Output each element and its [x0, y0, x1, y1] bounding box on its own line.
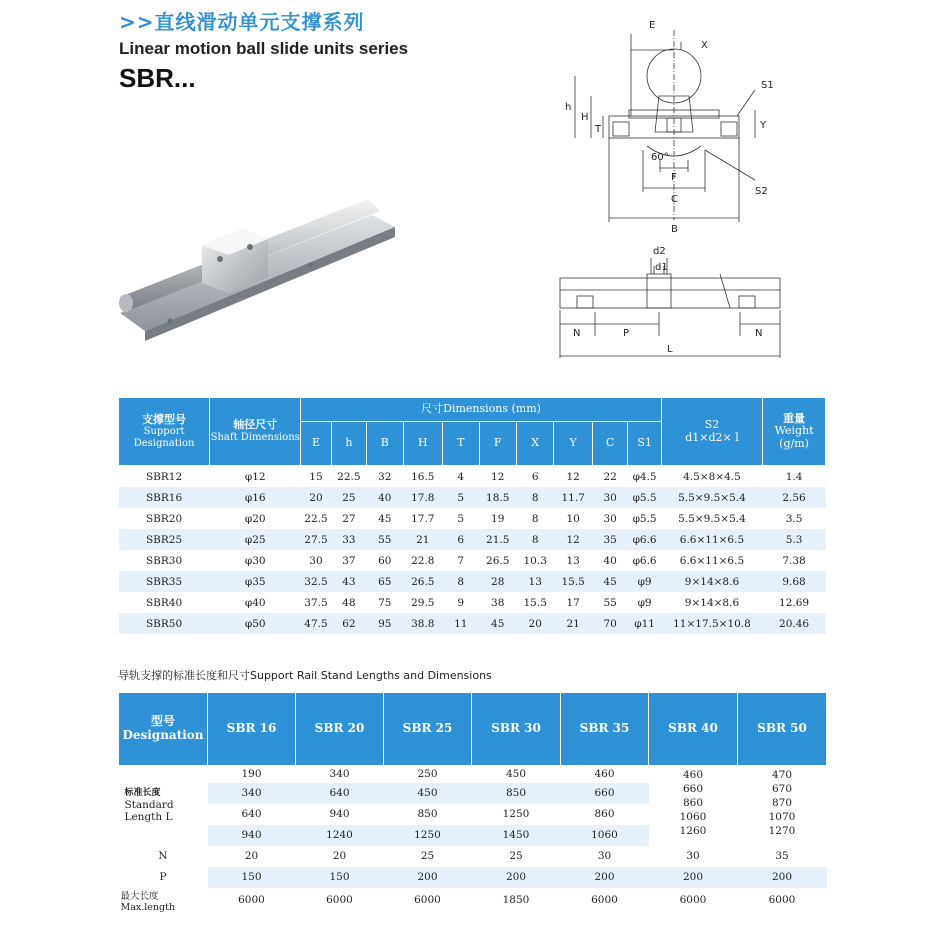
length-stack-sbr50: 470 670 870 1070 1270	[768, 769, 796, 837]
label-n-left: N	[573, 328, 581, 339]
table-cell: 5	[457, 512, 465, 525]
table-cell: 95	[367, 613, 403, 634]
table-cell: 47.5	[301, 613, 331, 634]
table-cell: 20	[244, 850, 259, 862]
header-sbr-30: SBR 30	[472, 693, 561, 766]
table-cell: 6.6×11×6.5	[679, 554, 745, 567]
label-c: C	[671, 194, 678, 205]
label-d1: d1	[655, 262, 668, 273]
table-cell: 6000	[768, 894, 796, 906]
p-row-label: P	[159, 871, 167, 883]
table-cell: 860	[594, 808, 615, 820]
table-cell: 38.8	[403, 613, 443, 634]
label-h: h	[565, 102, 572, 113]
table-cell: 190	[241, 768, 262, 781]
header-dimensions: 尺寸Dimensions (mm)	[301, 398, 662, 422]
table-cell: φ11	[628, 613, 661, 634]
table-cell: 850	[417, 808, 438, 820]
table-cell: 22.5	[304, 512, 328, 525]
table-cell: 11	[443, 613, 479, 634]
table-cell: 15.5	[554, 571, 592, 592]
label-e: E	[649, 20, 656, 31]
header-dim-s1: S1	[628, 422, 661, 466]
table-cell: 17	[566, 596, 580, 609]
table-cell: 32.5	[301, 571, 331, 592]
table-cell: φ20	[244, 512, 266, 525]
table-row	[119, 529, 826, 550]
table-cell: SBR12	[145, 470, 183, 483]
label-s1: S1	[761, 80, 774, 91]
table-cell: 30	[597, 850, 612, 862]
label-l: L	[667, 344, 673, 355]
table-cell: 460	[594, 768, 615, 781]
table-cell: 30	[686, 850, 700, 862]
table-cell: 640	[241, 808, 262, 820]
header-sbr-20: SBR 20	[296, 693, 384, 766]
dimensions-table	[118, 397, 826, 634]
table-cell: 8	[531, 512, 539, 525]
table-cell: φ35	[210, 571, 301, 592]
table-cell: φ6.6	[632, 554, 657, 567]
table-cell: 5.5×9.5×5.4	[678, 512, 746, 525]
table-cell: 11×17.5×10.8	[661, 613, 762, 634]
table-cell: φ40	[244, 596, 266, 609]
table-cell: 15	[309, 470, 323, 483]
table-cell: 38	[491, 596, 505, 609]
table-row	[119, 466, 826, 488]
table-cell: 62	[331, 613, 366, 634]
length-stack-sbr40: 460 660 860 1060 1260	[679, 769, 707, 837]
table-cell: 9×14×8.6	[661, 571, 762, 592]
label-y: Y	[760, 120, 767, 131]
table-cell: 450	[384, 783, 472, 804]
table-cell: 8	[516, 487, 553, 508]
table-cell: 660	[561, 783, 649, 804]
table-cell: 640	[296, 783, 384, 804]
table-cell: 12	[554, 529, 592, 550]
table-cell: 1450	[472, 825, 561, 846]
table-cell: 40	[367, 487, 403, 508]
table-cell: 20	[332, 850, 347, 862]
table-row	[119, 487, 826, 508]
header-dim-x: X	[516, 422, 553, 466]
table-cell: 15.5	[523, 596, 547, 609]
header-weight: 重量 Weight (g/m)	[763, 398, 826, 466]
header-sbr-25: SBR 25	[384, 693, 472, 766]
header-sbr-35: SBR 35	[561, 693, 649, 766]
table-cell: φ9	[637, 596, 652, 609]
table-cell: 6	[531, 470, 539, 483]
table-cell: 200	[384, 867, 472, 888]
table-cell: 35	[592, 529, 627, 550]
table-row	[119, 571, 826, 592]
label-angle: 60°	[651, 152, 669, 163]
label-t: T	[595, 124, 602, 135]
label-p: P	[623, 328, 630, 339]
table-cell: 25	[509, 850, 523, 862]
header-sbr-40: SBR 40	[649, 693, 738, 766]
table-cell: 4.5×8×4.5	[683, 470, 741, 483]
table-cell: 17.8	[403, 487, 443, 508]
table-cell: 27	[342, 512, 356, 525]
table-cell: SBR30	[145, 554, 183, 567]
table-row	[119, 613, 826, 634]
table-cell: 37	[342, 554, 356, 567]
table-cell: φ50	[210, 613, 301, 634]
table-cell: 6000	[679, 894, 707, 906]
table-cell: 22.5	[337, 470, 361, 483]
header-dim-y: Y	[554, 422, 592, 466]
table-cell: 28	[479, 571, 516, 592]
table-cell: 55	[367, 529, 403, 550]
table-cell: 35	[775, 850, 789, 862]
max-length-row	[119, 888, 827, 913]
table-cell: 1060	[561, 825, 649, 846]
label-hh: H	[581, 112, 589, 123]
table-cell: 850	[472, 783, 561, 804]
table-cell: 340	[208, 783, 296, 804]
table-cell: 26.5	[486, 554, 510, 567]
table-cell: 45	[592, 571, 627, 592]
title-chinese: >>直线滑动单元支撑系列	[119, 10, 365, 34]
table-cell: 27.5	[301, 529, 331, 550]
table-cell: 55	[603, 596, 617, 609]
table-cell: 12	[491, 470, 505, 483]
table-cell: φ5.5	[628, 487, 661, 508]
table-cell: 19	[491, 512, 505, 525]
table-cell: 18.5	[479, 487, 516, 508]
table-cell: φ30	[244, 554, 266, 567]
table-cell: 150	[208, 867, 296, 888]
table-cell: 21	[403, 529, 443, 550]
table-cell: 43	[331, 571, 366, 592]
table-cell: 5.5×9.5×5.4	[661, 487, 762, 508]
table-row	[119, 592, 826, 613]
label-f: F	[671, 172, 677, 183]
table-cell: 32	[378, 470, 392, 483]
table-cell: 48	[342, 596, 356, 609]
label-b: B	[671, 224, 678, 235]
table-row	[119, 508, 826, 529]
table-cell: 25	[331, 487, 366, 508]
table-cell: SBR16	[119, 487, 210, 508]
table-cell: φ5.5	[632, 512, 657, 525]
header-dim-e: E	[301, 422, 331, 466]
table-cell: 45	[479, 613, 516, 634]
table-cell: φ16	[210, 487, 301, 508]
table-cell: φ25	[210, 529, 301, 550]
table-cell: 9.68	[763, 571, 826, 592]
label-n-right: N	[755, 328, 763, 339]
table-cell: 30	[603, 512, 617, 525]
table-cell: 7.38	[782, 554, 806, 567]
table-cell: 8	[443, 571, 479, 592]
table-cell: SBR50	[119, 613, 210, 634]
n-row-label: N	[158, 850, 168, 862]
table-cell: 6000	[414, 894, 441, 906]
table-cell: SBR40	[145, 596, 183, 609]
table-cell: 33	[331, 529, 366, 550]
header-designation: 支撑型号 Support Designation	[119, 398, 210, 466]
n-row	[119, 846, 827, 867]
table-cell: 21	[554, 613, 592, 634]
table-cell: 4	[457, 470, 465, 483]
header-sbr-50: SBR 50	[738, 693, 827, 766]
header-dim-h: h	[331, 422, 366, 466]
label-x: X	[701, 40, 708, 51]
table-cell: φ6.6	[628, 529, 661, 550]
standard-length-row	[119, 766, 827, 783]
table-cell: 25	[420, 850, 435, 862]
table-cell: φ9	[628, 571, 661, 592]
table-cell: 2.56	[763, 487, 826, 508]
table-cell: 21.5	[479, 529, 516, 550]
table-cell: 450	[505, 768, 527, 781]
table-row	[119, 550, 826, 571]
table-cell: SBR25	[119, 529, 210, 550]
table-cell: 10.3	[523, 554, 547, 567]
table-cell: 5.3	[763, 529, 826, 550]
table-cell: 1.4	[785, 470, 803, 483]
header-dim-h: H	[403, 422, 443, 466]
header-s2: S2 d1×d2× l	[661, 398, 762, 466]
table-cell: SBR20	[145, 512, 183, 525]
table-cell: 26.5	[403, 571, 443, 592]
rail-lengths-table	[118, 692, 827, 913]
table-cell: 6000	[326, 894, 353, 906]
table-cell: 16.5	[411, 470, 435, 483]
table-cell: 1250	[502, 808, 530, 820]
table-cell: 5	[443, 487, 479, 508]
table-cell: 9	[457, 596, 465, 609]
table-cell: 6000	[238, 894, 265, 906]
table-cell: 37.5	[304, 596, 328, 609]
table-cell: 12	[566, 470, 580, 483]
table-cell: 13	[566, 554, 580, 567]
table-cell: 11.7	[554, 487, 592, 508]
table-cell: 75	[378, 596, 392, 609]
label-d2: d2	[653, 246, 666, 257]
table-cell: 200	[738, 867, 827, 888]
table-cell: 1240	[296, 825, 384, 846]
header-dim-c: C	[592, 422, 627, 466]
product-photo	[110, 185, 400, 345]
table-cell: 9×14×8.6	[684, 596, 740, 609]
table-cell: 45	[378, 512, 392, 525]
table-cell: 12.69	[779, 596, 810, 609]
table-cell: 200	[472, 867, 561, 888]
header-dim-t: T	[443, 422, 479, 466]
model-title: SBR...	[119, 63, 196, 93]
table-cell: 6.6×11×6.5	[661, 529, 762, 550]
table-cell: 29.5	[411, 596, 435, 609]
table-cell: φ4.5	[632, 470, 657, 483]
table-cell: 6000	[591, 894, 618, 906]
table-cell: 340	[329, 768, 350, 781]
table-cell: 20	[301, 487, 331, 508]
table-cell: 8	[516, 529, 553, 550]
table-cell: 200	[649, 867, 738, 888]
header-dim-f: F	[479, 422, 516, 466]
table-cell: 30	[309, 554, 323, 567]
section-title-rail-lengths: 导轨支撑的标准长度和尺寸Support Rail Stand Lengths and Dimensions	[118, 669, 492, 682]
table-cell: 7	[457, 554, 465, 567]
table-cell: 1850	[502, 894, 530, 906]
table-cell: 1250	[384, 825, 472, 846]
standard-length-label: 标准长度 Standard Length L	[124, 787, 174, 824]
table-cell: 70	[592, 613, 627, 634]
table-cell: 30	[592, 487, 627, 508]
table-cell: 13	[516, 571, 553, 592]
header-designation-2: 型号 Designation	[119, 693, 208, 766]
side-view-drawing	[555, 240, 795, 365]
table-cell: 20	[516, 613, 553, 634]
table-cell: φ12	[244, 470, 266, 483]
p-row	[119, 867, 827, 888]
table-cell: 40	[603, 554, 617, 567]
table-cell: 22.8	[411, 554, 435, 567]
table-cell: 250	[417, 768, 438, 781]
table-cell: SBR35	[119, 571, 210, 592]
header-dim-b: B	[367, 422, 403, 466]
table-cell: 150	[296, 867, 384, 888]
table-cell: 22	[603, 470, 617, 483]
header-shaft: 轴径尺寸 Shaft Dimensions	[210, 398, 301, 466]
title-english: Linear motion ball slide units series	[119, 39, 409, 58]
table-cell: 940	[208, 825, 296, 846]
table-cell: 60	[378, 554, 392, 567]
label-s2: S2	[755, 186, 768, 197]
table-cell: 940	[329, 808, 350, 820]
table-cell: 6	[443, 529, 479, 550]
table-cell: 65	[367, 571, 403, 592]
max-length-row-label: 最大长度Max.length	[120, 890, 176, 913]
table-cell: 3.5	[785, 512, 803, 525]
table-cell: 10	[566, 512, 580, 525]
table-cell: 20.46	[763, 613, 826, 634]
cross-section-drawing	[555, 10, 795, 235]
table-cell: 17.7	[411, 512, 435, 525]
header-sbr-16: SBR 16	[208, 693, 296, 766]
table-cell: 200	[561, 867, 649, 888]
